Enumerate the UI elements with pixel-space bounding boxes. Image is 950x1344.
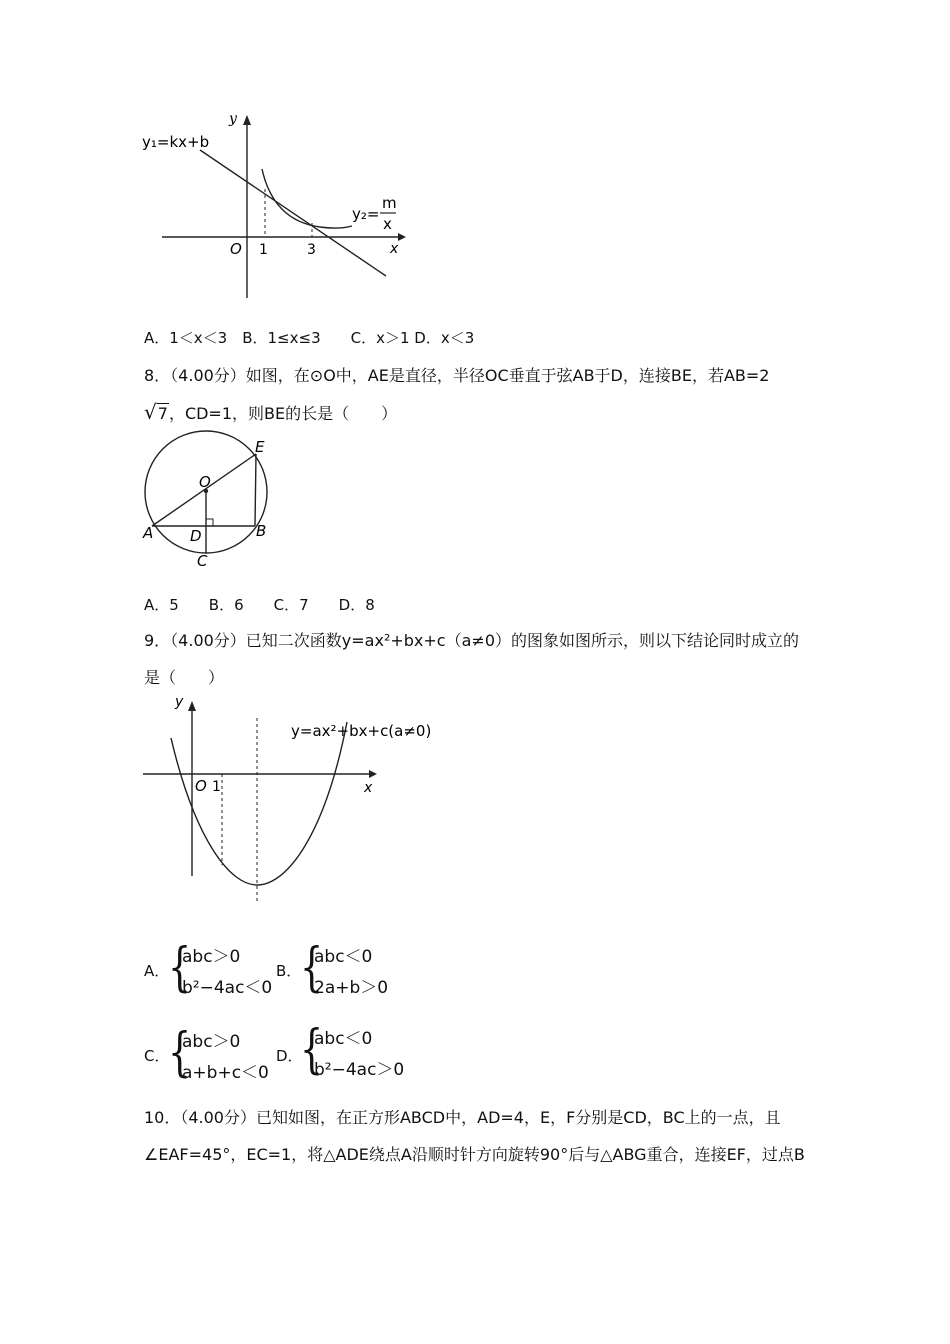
- q7-x-label: x: [390, 241, 399, 257]
- q8-sqrt-symbol: √: [144, 400, 157, 424]
- q9-option-B-brace: {: [300, 938, 324, 998]
- q8-line1: 8．（4.00分）如图，在⊙O中，AE是直径，半径OC垂直于弦AB于D，连接BE，若AB=2: [144, 366, 770, 385]
- q7-y-label: y: [229, 111, 237, 127]
- q9-tick-1: 1: [212, 779, 221, 795]
- q7-curve-label-prefix: y₂=: [352, 205, 380, 223]
- q9-option-A-line1: abc＞0: [182, 947, 241, 967]
- q8-label-O: O: [199, 473, 211, 491]
- q9-option-C-line1: abc＞0: [182, 1032, 241, 1052]
- q7-y-arrow-icon: [243, 115, 251, 125]
- q9-option-A-brace: {: [168, 938, 192, 998]
- q9-option-D: [300, 1020, 420, 1084]
- q9-option-D-letter: D．: [276, 1047, 303, 1065]
- q7-tick-1: 1: [259, 242, 268, 258]
- q9-option-D-line1: abc＜0: [314, 1029, 373, 1049]
- q9-option-C-letter: C．: [144, 1047, 170, 1065]
- q9-option-C-brace: {: [168, 1023, 192, 1083]
- q9-option-C: [168, 1023, 278, 1087]
- q8-options: A．5 B．6 C．7 D．8: [144, 596, 375, 614]
- q8-figure: [135, 432, 285, 577]
- q7-options: A．1＜x＜3 B．1≤x≤3 C．x＞1 D．x＜3: [144, 329, 475, 347]
- q9-y-arrow-icon: [188, 701, 196, 711]
- q7-hyperbola-y2: [262, 169, 352, 228]
- q9-option-D-brace: {: [300, 1020, 324, 1080]
- q8-right-angle-mark: [206, 519, 213, 526]
- q9-curve-label: y=ax²+bx+c(a≠0): [291, 722, 432, 740]
- q7-figure: [130, 105, 420, 305]
- q7-curve-numerator: m: [382, 194, 397, 212]
- q7-x-arrow-icon: [398, 233, 406, 241]
- q8-label-D: D: [190, 527, 202, 545]
- q7-tick-3: 3: [307, 242, 316, 258]
- q10-line1: 10．（4.00分）已知如图，在正方形ABCD中，AD=4，E，F分别是CD，BC上的一点，且: [144, 1108, 781, 1127]
- q7-origin-label: O: [230, 240, 242, 258]
- q9-option-D-line2: b²−4ac＞0: [314, 1060, 405, 1080]
- q8-label-B: B: [256, 522, 267, 540]
- q7-curve-denominator: x: [383, 215, 392, 233]
- q8-line2-rest: ，CD=1，则BE的长是（ ）: [168, 404, 398, 423]
- q9-x-arrow-icon: [369, 770, 377, 778]
- q9-origin-label: O: [195, 777, 207, 795]
- q9-option-B-letter: B．: [276, 962, 302, 980]
- q8-label-E: E: [255, 438, 265, 456]
- q8-sqrt-value: 7: [157, 404, 168, 423]
- q9-line1: 9．（4.00分）已知二次函数y=ax²+bx+c（a≠0）的图象如图所示，则以下结论同时成立的: [144, 631, 799, 650]
- q10-line2: ∠EAF=45°，EC=1，将△ADE绕点A沿顺时针方向旋转90°后与△ABG重合，连接EF，过点B: [144, 1145, 805, 1164]
- q9-option-A: [168, 938, 278, 1002]
- q9-parabola: [171, 722, 347, 885]
- q9-option-B-line1: abc＜0: [314, 947, 373, 967]
- q9-option-B: [300, 938, 410, 1002]
- q9-figure: [135, 690, 432, 910]
- q9-option-A-line2: b²−4ac＜0: [182, 978, 273, 998]
- q7-line-label: y₁=kx+b: [142, 133, 210, 151]
- q9-option-C-line2: a+b+c＜0: [182, 1063, 269, 1083]
- q8-label-C: C: [197, 552, 208, 570]
- q9-x-label: x: [364, 780, 373, 796]
- q8-label-A: A: [143, 524, 154, 542]
- q9-y-label: y: [175, 694, 184, 710]
- q8-line2: [144, 400, 397, 424]
- q8-segment-BE: [255, 454, 256, 526]
- q9-line2: 是（ ）: [144, 668, 225, 687]
- q9-option-B-line2: 2a+b＞0: [314, 978, 389, 998]
- q9-option-A-letter: A．: [144, 962, 170, 980]
